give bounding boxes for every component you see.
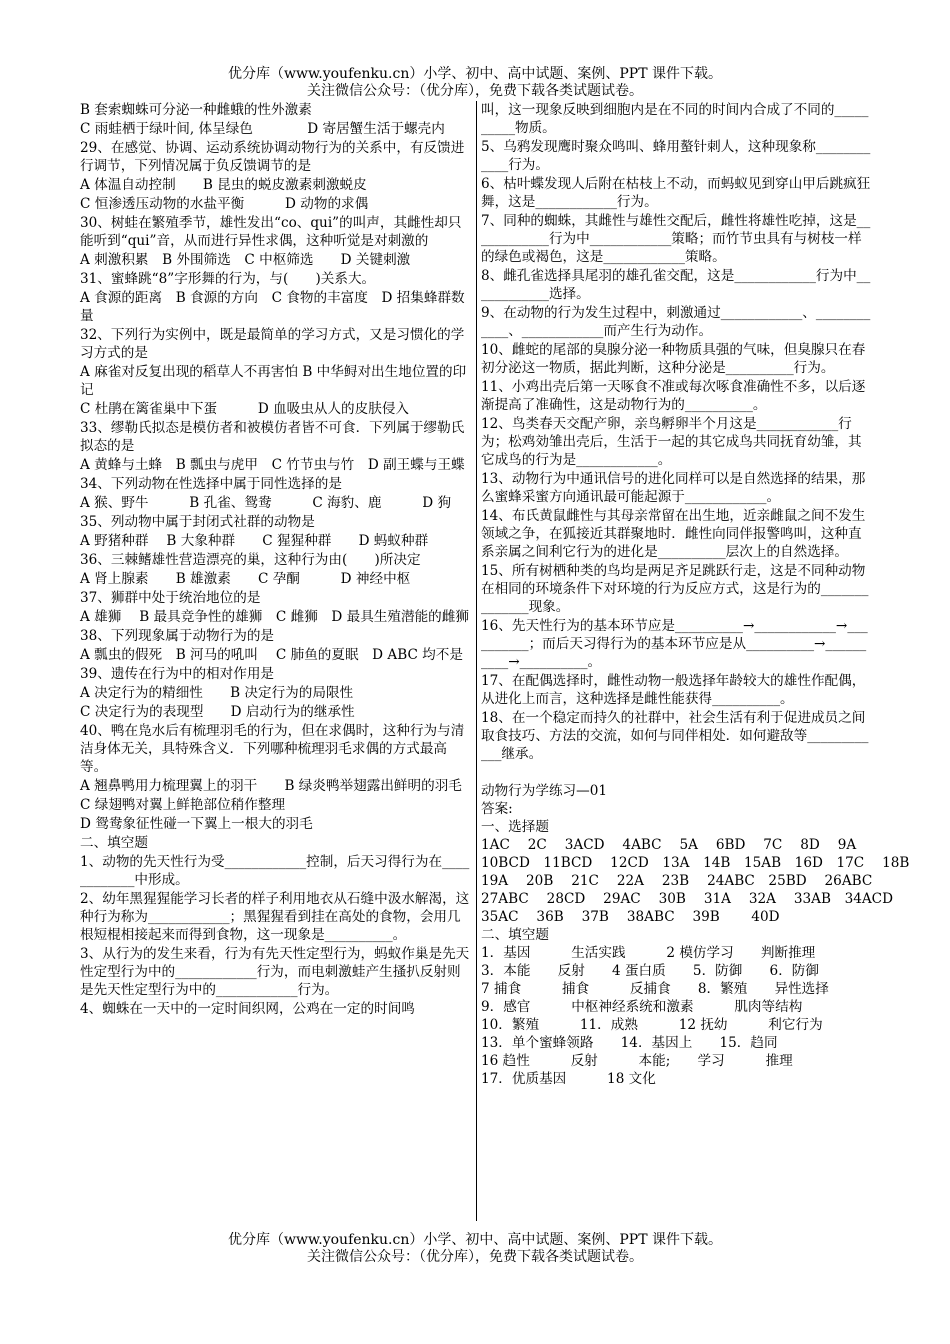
answer-section xyxy=(481,782,910,1088)
answer-row: 16 趋性 反射 本能; 学习 推理 xyxy=(481,1053,793,1069)
answer-row: 3．本能 反射 4 蛋白质 5．防御 6．防御 xyxy=(481,963,819,979)
left-para: 38、下列现象属于动物行为的是 xyxy=(80,628,275,644)
left-para: A 黄蜂与土蜂 B 瓢虫与虎甲 C 竹节虫与竹 D 副王蝶与王蝶 xyxy=(80,457,465,473)
left-column xyxy=(80,101,474,1019)
left-para: 33、缪勒氏拟态是模仿者和被模仿者皆不可食．下列属于缪勒氏拟态的是 xyxy=(80,420,465,454)
left-para: C 雨蛙栖于绿叶间, 体呈绿色 D 寄居蟹生活于螺壳内 xyxy=(80,121,445,137)
left-para: C 绿翅鸭对翼上鲜艳部位稍作整理 xyxy=(80,797,286,813)
header-line-1: 优分库（www.youfenku.cn）小学、初中、高中试题、案例、PPT 课件下载。 xyxy=(227,66,722,82)
right-column xyxy=(481,101,910,1088)
answer-label: 答案: xyxy=(481,801,513,817)
left-para: C 恒渗透压动物的水盐平衡 D 动物的求偶 xyxy=(80,196,369,212)
left-para: 37、狮群中处于统治地位的是 xyxy=(80,590,261,606)
footer-line-2: 关注微信公众号：（优分库），免费下载各类试题试卷。 xyxy=(307,1249,643,1265)
left-para: A 肾上腺素 B 雄激素 C 孕酮 D 神经中枢 xyxy=(80,571,411,587)
right-para: 13、动物行为中通讯信号的进化同样可以是自然选择的结果，那么蜜蜂采蜜方向通讯最可能起源于____________。 xyxy=(481,471,866,505)
answer-row: 10．繁殖 11．成熟 12 抚幼 利它行为 xyxy=(481,1017,823,1033)
spacer xyxy=(481,764,871,782)
left-para: 36、三棘鳍雄性营造漂亮的巢，这种行为由( )所决定 xyxy=(80,552,421,568)
right-para: 叫，这一现象反映到细胞内是在不同的时间内合成了不同的__________物质。 xyxy=(481,102,869,136)
left-para: 29、在感觉、协调、运动系统协调动物行为的关系中，有反馈进行调节，下列情况属于负反馈调节的是 xyxy=(80,140,465,174)
left-para: 40、鸭在凫水后有梳理羽毛的行为，但在求偶时，这种行为与清洁身体无关，具特殊含义．下列哪种梳理羽毛求偶的方式最高等。 xyxy=(80,723,465,775)
answer-section-heading: 一、选择题 xyxy=(481,819,549,835)
page-header xyxy=(0,66,950,100)
left-para: A 翘鼻鸭用力梳理翼上的羽干 B 绿炎鸭举翅露出鲜明的羽毛 xyxy=(80,778,462,794)
section-heading: 二、填空题 xyxy=(80,835,148,851)
left-para: A 麻雀对反复出现的稻草人不再害怕 B 中华鲟对出生地位置的印记 xyxy=(80,364,467,398)
answer-row: 1AC 2C 3ACD 4ABC 5A 6BD 7C 8D 9A xyxy=(481,837,857,853)
left-para: A 雄狮 B 最具竞争性的雄狮 C 雌狮 D 最具生殖潜能的雌狮 xyxy=(80,609,469,625)
header-line-2: 关注微信公众号：（优分库），免费下载各类试题试卷。 xyxy=(307,83,643,99)
left-para: A 食源的距离 B 食源的方向 C 食物的丰富度 D 招集蜂群数量 xyxy=(80,290,465,324)
left-para: A 体温自动控制 B 昆虫的蜕皮激素刺激蜕皮 xyxy=(80,177,367,193)
left-para: A 刺激积累 B 外围筛选 C 中枢筛选 D 关键刺激 xyxy=(80,252,411,268)
answer-title: 动物行为学练习—01 xyxy=(481,783,608,799)
answer-row: 7 捕食 捕食 反捕食 8．繁殖 异性选择 xyxy=(481,981,829,997)
footer-line-1: 优分库（www.youfenku.cn）小学、初中、高中试题、案例、PPT 课件下载。 xyxy=(227,1232,722,1248)
left-para: A 猴、野牛 B 孔雀、鸳鸯 C 海豹、鹿 D 狗 xyxy=(80,495,452,511)
right-para: 9、在动物的行为发生过程中，刺激通过____________、____________、____________而产生行为动作。 xyxy=(481,305,871,339)
right-para: 11、小鸡出壳后第一天啄食不准或每次啄食准确性不多，以后逐渐提高了准确性，这是动物行为的__________。 xyxy=(481,379,866,413)
right-para: 5、乌鸦发现鹰时聚众鸣叫、蜂用螯针刺人，这种现象称____________行为。 xyxy=(481,139,871,173)
left-para: 30、树蛙在繁殖季节，雄性发出“co、qui”的叫声，其雌性却只能听到“qui”音，从而进行异性求偶，这种听觉是对刺激的 xyxy=(80,215,462,249)
left-para: 1、动物的先天性行为受____________控制，后天习得行为在____________中形成。 xyxy=(80,854,470,888)
page-footer xyxy=(0,1232,950,1266)
right-para: 15、所有树栖种类的鸟均是两足齐足跳跃行走，这是不同种动物在相同的环境条件下对环境的行为反应方式，这是行为的______________现象。 xyxy=(481,563,869,615)
left-para: 4、蜘蛛在一天中的一定时间织网，公鸡在一定的时间鸣 xyxy=(80,1001,415,1017)
answer-row: 9．感官 中枢神经系统和激素 肌肉等结构 xyxy=(481,999,803,1015)
left-para: 39、遗传在行为中的相对作用是 xyxy=(80,666,275,682)
answer-row: 19A 20B 21C 22A 23B 24ABC 25BD 26ABC xyxy=(481,873,873,889)
right-para: 8、雌孔雀选择具尾羽的雄孔雀交配，这是____________行为中____________选择。 xyxy=(481,268,871,302)
left-para: 32、下列行为实例中，既是最简单的学习方式，又是习惯化的学习方式的是 xyxy=(80,327,465,361)
left-para: 35、列动物中属于封闭式社群的动物是 xyxy=(80,514,315,530)
left-para: C 决定行为的表现型 D 启动行为的继承性 xyxy=(80,704,355,720)
right-para: 7、同种的蜘蛛，其雌性与雄性交配后，雌性将雄性吃掉，这是____________行为中____________策略；而竹节虫具有与树枝一样的绿色或褐色，这是____________策略。 xyxy=(481,213,871,265)
left-para: A 决定行为的精细性 B 决定行为的局限性 xyxy=(80,685,354,701)
left-para: 31、蜜蜂跳“8”字形舞的行为，与( )关系大。 xyxy=(80,271,376,287)
answer-row: 17．优质基因 18 文化 xyxy=(481,1071,656,1087)
left-para: C 杜鹃在篱雀巢中下蛋 D 血吸虫从人的皮肤侵入 xyxy=(80,401,410,417)
answer-section-heading: 二、填空题 xyxy=(481,927,549,943)
right-para: 14、布氏黄鼠雌性与其母亲常留在出生地，近亲雌鼠之间不发生领域之争，在狐接近其群聚地时．雌性向同伴报警鸣叫，这种直系亲属之间利它行为的进化是__________层次上的自然选择。 xyxy=(481,508,866,560)
right-para: 18、在一个稳定而持久的社群中，社会生活有利于促进成员之间取食技巧、方法的交流，如何与同伴相处．如何避敌等____________继承。 xyxy=(481,710,869,762)
left-para: A 瓢虫的假死 B 河马的吼叫 C 肺鱼的夏眠 D ABC 均不是 xyxy=(80,647,463,663)
right-para: 10、雌蛇的尾部的臭腺分泌一种物质具强的气味，但臭腺只在春初分泌这一物质，据此判断，这种分泌是__________行为。 xyxy=(481,342,866,376)
right-para: 16、先天性行为的基本环节应是__________→____________→__________；而后天习得行为的基本环节应是从__________→__________→__________。 xyxy=(481,618,868,670)
answer-row: 1．基因 生活实践 2 模仿学习 判断推理 xyxy=(481,945,816,961)
answer-row: 35AC 36B 37B 38ABC 39B 40D xyxy=(481,909,780,925)
left-para: A 野猪种群 B 大象种群 C 猩猩种群 D 蚂蚁种群 xyxy=(80,533,429,549)
right-para: 17、在配偶选择时，雌性动物一般选择年龄较大的雄性作配偶，从进化上而言，这种选择是雌性能获得__________。 xyxy=(481,673,866,707)
right-para: 6、枯叶蝶发现人后附在枯枝上不动，而蚂蚁见到穿山甲后跳疯狂舞，这是____________行为。 xyxy=(481,176,871,210)
left-para: 2、幼年黑猩猩能学习长者的样子利用地衣从石缝中汲水解渴，这种行为称为____________；黑猩猩看到挂在高处的食物，会用几根短棍相接起来而得到食物，这一现象是__________。 xyxy=(80,891,470,943)
left-para: 3、从行为的发生来看，行为有先天性定型行为，蚂蚁作巢是先天性定型行为中的____________行为，而电刺激蛙产生搔扒反射则是先天性定型行为中的____________行为。 xyxy=(80,946,470,998)
answer-row: 27ABC 28CD 29AC 30B 31A 32A 33AB 34ACD xyxy=(481,891,893,907)
left-para: D 鸳鸯象征性碰一下翼上一根大的羽毛 xyxy=(80,816,313,832)
left-para: B 套索蜘蛛可分泌一种雌蛾的性外激素 xyxy=(80,102,312,118)
answer-row: 10BCD 11BCD 12CD 13A 14B 15AB 16D 17C 18B xyxy=(481,855,910,871)
answer-row: 13．单个蜜蜂领路 14．基因上 15．趋同 xyxy=(481,1035,778,1051)
left-para: 34、下列动物在性选择中属于同性选择的是 xyxy=(80,476,342,492)
right-para: 12、鸟类春天交配产卵，亲鸟孵卵半个月这是____________行为；松鸡効雏出壳后，生活于一起的其它成鸟共同抚育幼雏，其它成鸟的行为是____________。 xyxy=(481,416,862,468)
column-divider xyxy=(476,101,477,1221)
